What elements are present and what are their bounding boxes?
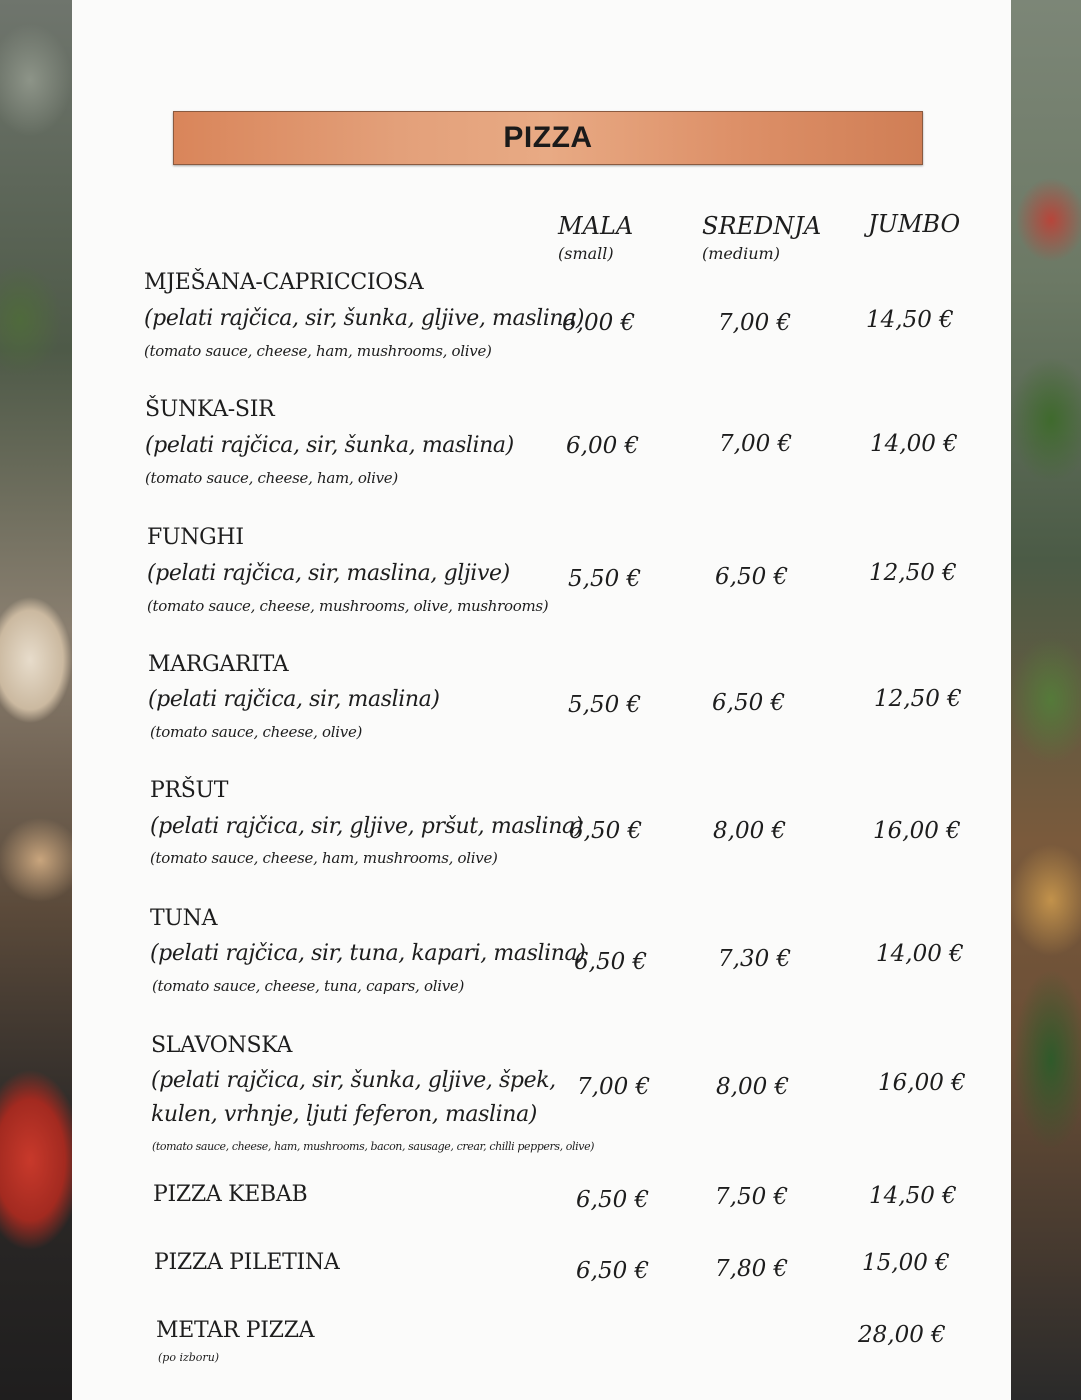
item-description-en: (tomato sauce, cheese, ham, mushrooms, olive) [144, 342, 492, 360]
item-name: PRŠUT [150, 778, 229, 803]
price-medium: 6,50 € [712, 690, 786, 716]
price-small: 6,50 € [576, 1187, 650, 1213]
item-name: MJEŠANA-CAPRICCIOSA [144, 270, 424, 295]
item-description-hr: (pelati rajčica, sir, šunka, gljive, maslina) [144, 306, 585, 331]
price-medium: 7,80 € [715, 1256, 789, 1282]
price-jumbo: 12,50 € [869, 560, 957, 586]
item-description-hr: (pelati rajčica, sir, šunka, gljive, špek, [151, 1068, 556, 1093]
column-sub-small: (small) [558, 244, 614, 263]
column-label-medium: SREDNJA [702, 212, 822, 240]
item-description-en: (tomato sauce, cheese, mushrooms, olive, mushrooms) [147, 597, 549, 615]
item-description-hr: (pelati rajčica, sir, tuna, kapari, maslina) [150, 941, 586, 966]
price-medium: 7,00 € [718, 310, 792, 336]
item-description-en: (tomato sauce, cheese, ham, mushrooms, bacon, sausage, crear, chilli peppers, olive) [152, 1140, 595, 1153]
price-small: 6,50 € [574, 949, 648, 975]
price-small: 5,50 € [568, 692, 642, 718]
item-name: SLAVONSKA [151, 1033, 293, 1058]
item-description-en: (tomato sauce, cheese, tuna, capars, olive) [152, 977, 464, 995]
column-header-small [558, 212, 633, 263]
column-header-medium [702, 212, 821, 263]
price-jumbo: 15,00 € [862, 1250, 950, 1276]
price-jumbo: 14,00 € [876, 941, 964, 967]
price-medium: 7,30 € [718, 946, 792, 972]
background-photo-right [1011, 0, 1081, 1400]
item-description-en: (tomato sauce, cheese, olive) [150, 723, 363, 741]
item-name: METAR PIZZA [156, 1318, 315, 1343]
price-jumbo: 28,00 € [858, 1322, 946, 1348]
menu-page [72, 0, 1011, 1400]
price-jumbo: 12,50 € [874, 686, 962, 712]
column-label-small: MALA [558, 212, 634, 240]
item-name: MARGARITA [148, 652, 289, 677]
price-jumbo: 16,00 € [878, 1070, 966, 1096]
item-description-en: (tomato sauce, cheese, ham, olive) [145, 469, 398, 487]
price-medium: 6,50 € [715, 564, 789, 590]
item-description-hr: (pelati rajčica, sir, maslina) [148, 687, 440, 712]
price-jumbo: 14,00 € [870, 431, 958, 457]
item-description-hr: (pelati rajčica, sir, gljive, pršut, maslina) [150, 814, 583, 839]
price-medium: 8,00 € [713, 818, 787, 844]
price-medium: 7,50 € [715, 1184, 789, 1210]
price-medium: 7,00 € [719, 431, 793, 457]
item-name: ŠUNKA-SIR [145, 397, 275, 422]
item-description-hr-line2: kulen, vrhnje, ljuti feferon, maslina) [151, 1102, 537, 1127]
price-small: 7,00 € [577, 1074, 651, 1100]
item-note: (po izboru) [158, 1351, 220, 1364]
item-description-hr: (pelati rajčica, sir, šunka, maslina) [145, 433, 514, 458]
background-photo-left [0, 0, 72, 1400]
price-small: 6,50 € [569, 818, 643, 844]
item-name: FUNGHI [147, 525, 244, 550]
item-name: PIZZA KEBAB [153, 1182, 308, 1207]
column-sub-medium: (medium) [702, 244, 780, 263]
item-name: PIZZA PILETINA [154, 1250, 340, 1275]
item-description-hr: (pelati rajčica, sir, maslina, gljive) [147, 561, 510, 586]
price-medium: 8,00 € [716, 1074, 790, 1100]
price-jumbo: 14,50 € [866, 307, 954, 333]
page-title: PIZZA [503, 121, 593, 154]
price-small: 6,00 € [566, 433, 640, 459]
column-header-jumbo [868, 210, 960, 238]
price-small: 6,00 € [562, 310, 636, 336]
column-label-jumbo: JUMBO [868, 210, 961, 238]
price-jumbo: 16,00 € [873, 818, 961, 844]
item-description-en: (tomato sauce, cheese, ham, mushrooms, olive) [150, 849, 498, 867]
item-name: TUNA [150, 906, 218, 931]
title-banner [173, 111, 923, 165]
price-small: 5,50 € [568, 566, 642, 592]
price-small: 6,50 € [576, 1258, 650, 1284]
price-jumbo: 14,50 € [869, 1183, 957, 1209]
